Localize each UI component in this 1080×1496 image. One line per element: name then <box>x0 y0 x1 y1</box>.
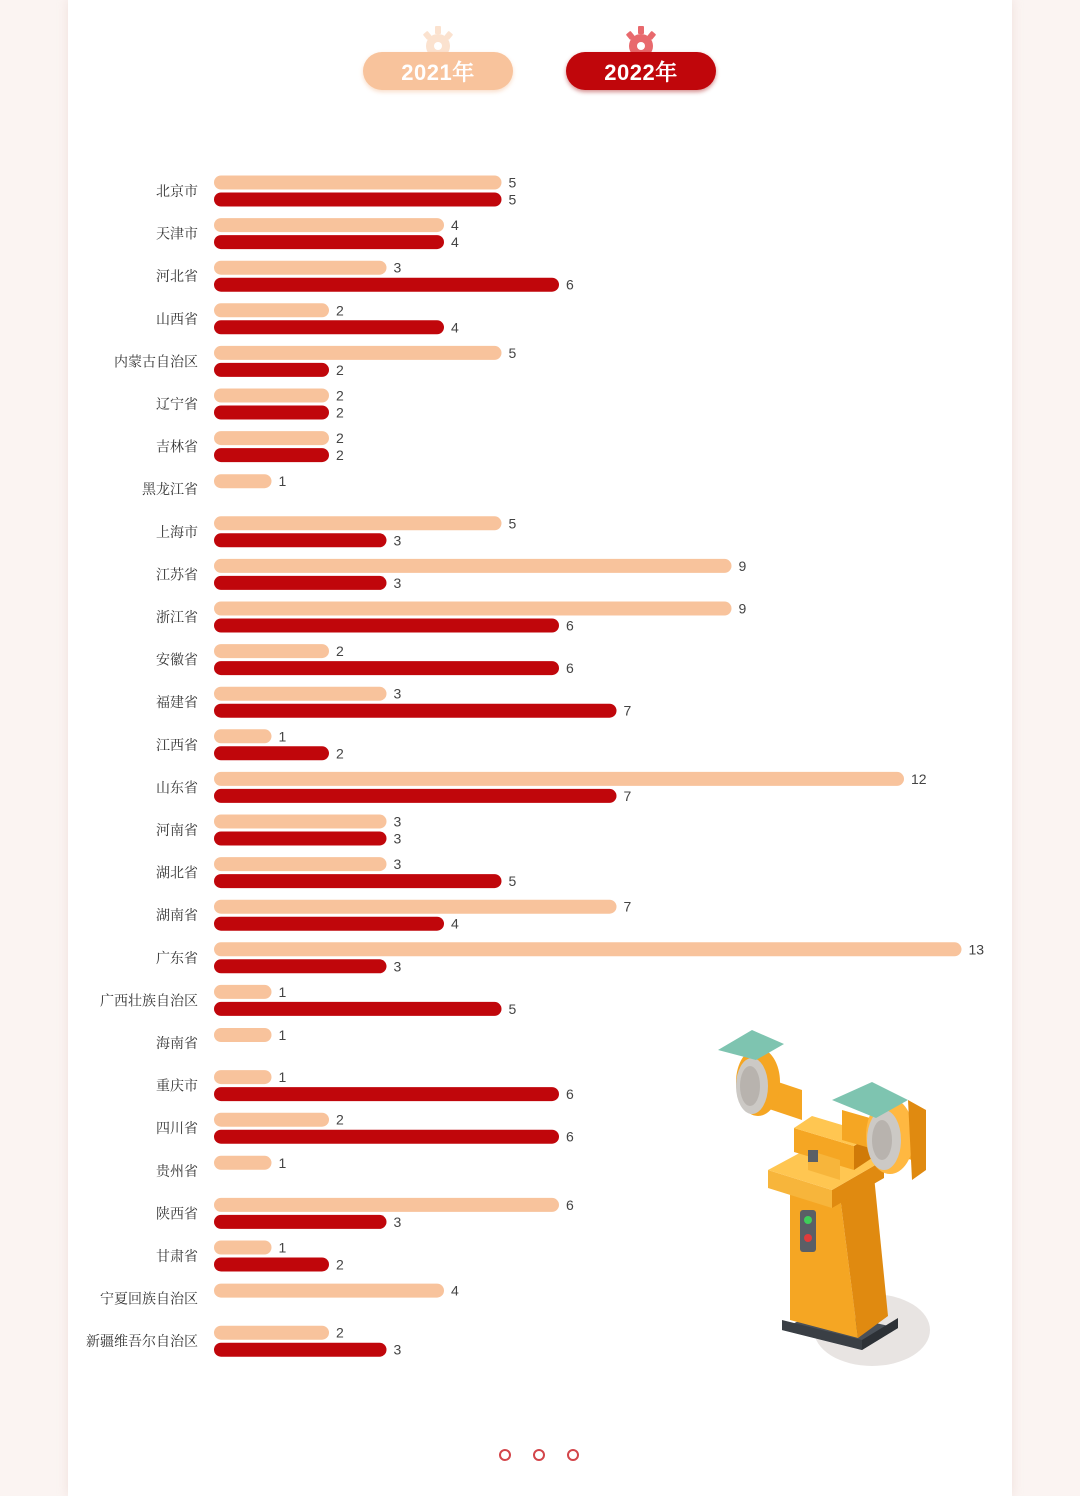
series-2021-bar-6 <box>214 431 329 445</box>
category-label-5: 辽宁省 <box>156 396 198 412</box>
series-2021-bar-3 <box>214 303 329 317</box>
series-2022-bar-27 <box>214 1343 387 1357</box>
series-2022-bar-21 <box>214 1087 559 1101</box>
series-2022-value-label-2: 6 <box>566 276 574 293</box>
series-2022-bar-5 <box>214 406 329 420</box>
category-label-2: 河北省 <box>156 268 198 285</box>
category-label-24: 陕西省 <box>156 1205 198 1222</box>
series-2022-bar-1 <box>214 235 444 249</box>
series-2022-value-label-1: 4 <box>451 234 459 251</box>
series-2021-value-label-0: 5 <box>508 174 517 191</box>
series-2021-value-label-14: 12 <box>911 770 927 787</box>
series-2022-bar-8 <box>214 533 387 547</box>
series-2022-value-label-25: 2 <box>336 1256 344 1273</box>
category-label-1: 天津市 <box>156 225 198 242</box>
category-label-14: 山东省 <box>156 779 198 796</box>
category-label-8: 上海市 <box>156 523 198 540</box>
series-2021-value-label-12: 3 <box>393 685 402 702</box>
series-2022-bar-16 <box>214 874 502 888</box>
series-2021-bar-14 <box>214 772 904 786</box>
series-2022-bar-4 <box>214 363 329 377</box>
series-2022-value-label-14: 7 <box>623 787 632 804</box>
series-2022-value-label-15: 3 <box>393 830 402 847</box>
series-2022-bar-13 <box>214 746 329 760</box>
category-label-27: 新疆维吾尔自治区 <box>86 1333 198 1350</box>
page-dot-2[interactable] <box>533 1449 545 1461</box>
series-2021-bar-7 <box>214 474 272 488</box>
series-2021-value-label-20: 1 <box>278 1027 287 1043</box>
page-dot-3[interactable] <box>567 1449 579 1461</box>
category-label-20: 海南省 <box>156 1035 198 1051</box>
series-2021-bar-27 <box>214 1326 329 1340</box>
category-label-13: 江西省 <box>156 736 198 753</box>
series-2022-bar-25 <box>214 1258 329 1272</box>
series-2022-value-label-0: 5 <box>508 191 517 208</box>
series-2022-value-label-10: 6 <box>566 617 574 634</box>
category-label-23: 贵州省 <box>156 1162 198 1179</box>
series-2021-bar-9 <box>214 559 732 573</box>
series-2021-value-label-4: 5 <box>508 344 517 361</box>
series-2021-bar-4 <box>214 346 502 360</box>
series-2022-value-label-19: 5 <box>508 1000 517 1017</box>
category-label-15: 河南省 <box>156 822 198 838</box>
series-2021-bar-21 <box>214 1070 272 1084</box>
series-2022-bar-2 <box>214 278 559 292</box>
series-2022-value-label-16: 5 <box>508 873 517 890</box>
series-2022-bar-24 <box>214 1215 387 1229</box>
series-2022-value-label-27: 3 <box>393 1341 402 1358</box>
series-2022-bar-12 <box>214 704 617 718</box>
series-2022-bar-19 <box>214 1002 502 1016</box>
series-2022-bar-22 <box>214 1130 559 1144</box>
series-2022-value-label-13: 2 <box>336 745 344 762</box>
category-label-21: 重庆市 <box>156 1077 198 1094</box>
series-2022-bar-11 <box>214 661 559 675</box>
category-label-25: 甘肃省 <box>156 1248 198 1264</box>
category-label-17: 湖南省 <box>156 907 198 924</box>
category-label-4: 内蒙古自治区 <box>114 353 198 370</box>
series-2022-value-label-11: 6 <box>566 660 574 677</box>
series-2021-value-label-13: 1 <box>278 728 287 745</box>
series-2021-value-label-18: 13 <box>968 941 985 958</box>
series-2021-value-label-8: 5 <box>508 515 517 532</box>
series-2022-bar-17 <box>214 917 444 931</box>
series-2022-bar-10 <box>214 619 559 633</box>
series-2021-value-label-7: 1 <box>278 473 287 490</box>
series-2022-bar-3 <box>214 320 444 334</box>
series-2021-value-label-24: 6 <box>566 1196 574 1213</box>
series-2022-bar-15 <box>214 832 387 846</box>
series-2021-value-label-17: 7 <box>623 898 632 915</box>
category-label-12: 福建省 <box>156 694 198 711</box>
series-2022-value-label-18: 3 <box>393 958 402 975</box>
series-2022-bar-9 <box>214 576 387 590</box>
series-2022-value-label-8: 3 <box>393 532 402 549</box>
series-2021-bar-25 <box>214 1241 272 1255</box>
category-label-26: 宁夏回族自治区 <box>100 1290 198 1307</box>
series-2021-bar-18 <box>214 942 962 956</box>
series-2022-value-label-4: 2 <box>336 361 344 378</box>
series-2021-bar-8 <box>214 516 502 530</box>
series-2022-bar-0 <box>214 193 502 207</box>
series-2022-value-label-17: 4 <box>451 915 459 932</box>
series-2021-bar-13 <box>214 729 272 743</box>
series-2021-bar-15 <box>214 815 387 829</box>
series-2021-bar-19 <box>214 985 272 999</box>
bench-grinder-illustration <box>712 1020 942 1380</box>
series-2021-bar-5 <box>214 389 329 403</box>
series-2021-value-label-16: 3 <box>393 856 402 873</box>
pagination-dots <box>499 1449 583 1463</box>
series-2021-value-label-6: 2 <box>336 430 344 447</box>
series-2021-value-label-15: 3 <box>393 813 402 830</box>
series-2021-value-label-23: 1 <box>278 1154 287 1171</box>
series-2021-value-label-25: 1 <box>278 1239 287 1256</box>
series-2021-bar-0 <box>214 176 502 190</box>
series-2022-value-label-3: 4 <box>451 319 459 336</box>
series-2022-value-label-12: 7 <box>623 702 632 719</box>
series-2021-value-label-11: 2 <box>336 643 344 660</box>
category-label-22: 四川省 <box>156 1120 198 1137</box>
series-2021-value-label-19: 1 <box>278 983 287 1000</box>
category-label-7: 黑龙江省 <box>142 481 198 498</box>
category-label-11: 安徽省 <box>156 651 198 668</box>
series-2022-bar-14 <box>214 789 617 803</box>
series-2021-bar-17 <box>214 900 617 914</box>
category-label-16: 湖北省 <box>156 864 198 881</box>
legend-2021-button[interactable]: 2021年 <box>363 52 513 90</box>
series-2021-bar-2 <box>214 261 387 275</box>
series-2021-bar-10 <box>214 602 732 616</box>
category-label-6: 吉林省 <box>156 438 198 455</box>
series-2021-bar-16 <box>214 857 387 871</box>
series-2021-value-label-5: 2 <box>336 387 344 404</box>
series-2022-value-label-6: 2 <box>336 447 344 464</box>
series-2022-value-label-24: 3 <box>393 1213 402 1230</box>
series-2022-value-label-9: 3 <box>393 574 402 591</box>
legend-2022-button[interactable]: 2022年 <box>566 52 716 90</box>
series-2022-bar-6 <box>214 448 329 462</box>
series-2022-value-label-5: 2 <box>336 404 344 421</box>
series-2021-value-label-10: 9 <box>738 600 747 617</box>
category-label-18: 广东省 <box>156 949 198 966</box>
series-2021-bar-20 <box>214 1028 272 1042</box>
series-2021-bar-11 <box>214 644 329 658</box>
series-2021-value-label-1: 4 <box>451 217 459 234</box>
category-label-10: 浙江省 <box>156 609 198 625</box>
series-2021-bar-26 <box>214 1284 444 1298</box>
category-label-19: 广西壮族自治区 <box>100 992 198 1009</box>
series-2021-bar-12 <box>214 687 387 701</box>
series-2021-value-label-9: 9 <box>738 557 747 574</box>
category-label-0: 北京市 <box>156 183 198 199</box>
category-label-3: 山西省 <box>156 310 198 327</box>
series-2021-bar-23 <box>214 1156 272 1170</box>
page-dot-1[interactable] <box>499 1449 511 1461</box>
series-2021-bar-24 <box>214 1198 559 1212</box>
series-2021-value-label-21: 1 <box>278 1069 287 1086</box>
series-2022-value-label-22: 6 <box>566 1128 574 1145</box>
category-label-9: 江苏省 <box>156 566 198 583</box>
series-2022-value-label-21: 6 <box>566 1086 574 1103</box>
series-2021-value-label-27: 2 <box>336 1324 344 1341</box>
series-2022-bar-18 <box>214 959 387 973</box>
series-2021-value-label-2: 3 <box>393 259 402 276</box>
series-2021-value-label-26: 4 <box>451 1282 459 1299</box>
series-2021-bar-1 <box>214 218 444 232</box>
series-2021-bar-22 <box>214 1113 329 1127</box>
series-2021-value-label-3: 2 <box>336 302 344 319</box>
series-2021-value-label-22: 2 <box>336 1111 344 1128</box>
